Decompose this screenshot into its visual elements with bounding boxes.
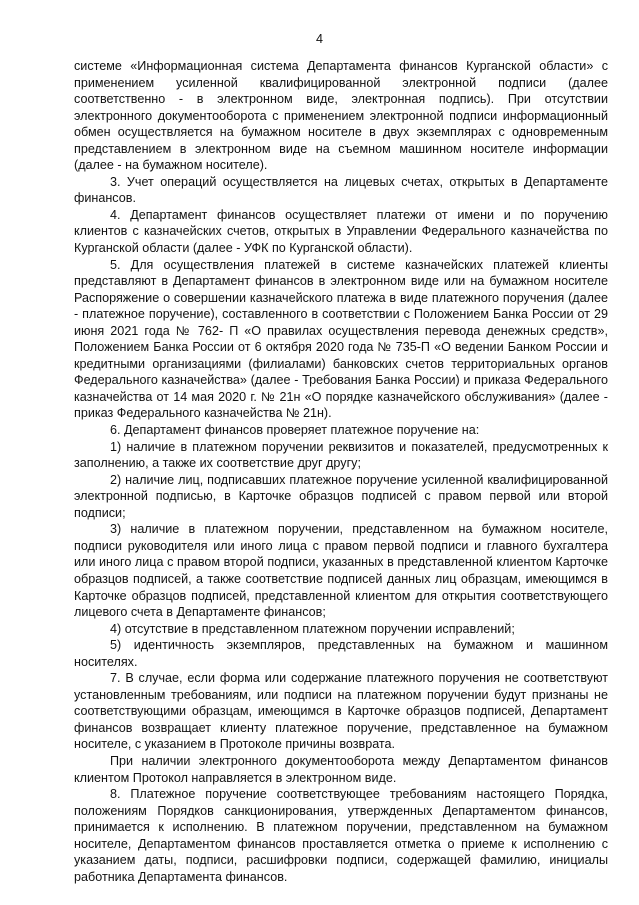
document-body xyxy=(74,58,608,885)
paragraph: 4) отсутствие в представленном платежном поручении исправлений; xyxy=(110,621,515,636)
page-number: 4 xyxy=(315,32,323,46)
paragraph: 8. Платежное поручение соответствующее требованиям настоящего Порядка, положениям Порядков санкционирования, утвержденных Департаментом финансов, принимается к исполнению. В платежном поручении, представленном на бумажном носителе, Департаментом финансов проставляется отметка о приеме к исполнению с указанием даты, подписи, расшифровки подписи, содержащей фамилию, инициалы работника Департамента финансов. xyxy=(74,787,608,884)
paragraph: 5) идентичность экземпляров, представленных на бумажном и машинном носителях. xyxy=(74,638,608,669)
paragraph: 3. Учет операций осуществляется на лицевых счетах, открытых в Департаменте финансов. xyxy=(74,174,608,206)
paragraph: При наличии электронного документооборота между Департаментом финансов клиентом Протокол направляется в электронном виде. xyxy=(74,753,608,785)
paragraph: 7. В случае, если форма или содержание платежного поручения не соответствуют установленным требованиям, или подписи на платежном поручении будут признаны не соответствующими образцам, имеющимся в Карточке образцов подписей, Департамент финансов возвращает клиенту платежное поручение, представленное на бумажном носителе, с указанием в Протоколе причины возврата. xyxy=(74,671,608,752)
paragraph: 4. Департамент финансов осуществляет платежи от имени и по поручению клиентов с казначейских счетов, открытых в Управлении Федерального казначейства по Курганской области (далее - УФК по Курганской области). xyxy=(74,207,608,256)
paragraph: 2) наличие лиц, подписавших платежное поручение усиленной квалифицированной электронной подписью, в Карточке образцов подписей с правом первой или второй подписи; xyxy=(74,472,608,520)
paragraph: 3) наличие в платежном поручении, представленном на бумажном носителе, подписи руководителя или иного лица с правом первой подписи и главного бухгалтера или иного лица с правом второй подписи, указанных в представленной клиентом Карточке образцов подписей, а также соответствие подписей данных лиц образцам, имеющимся в Карточке образцов подписей, представленной клиентом для открытия соответствующего лицевого счета в Департаменте финансов; xyxy=(74,522,608,620)
paragraph: системе «Информационная система Департамента финансов Курганской области» с применением усиленной квалифицированной электронной подписи (далее соответственно - в электронном виде, электронная подпись). При отсутствии электронного документооборота с применением электронной подписи информационный обмен осуществляется на бумажном носителе в двух экземплярах с одновременным представлением в электронном виде на съемном машинном носителе информации (далее - на бумажном носителе). xyxy=(74,59,608,173)
paragraph: 6. Департамент финансов проверяет платежное поручение на: xyxy=(110,423,480,438)
paragraph: 1) наличие в платежном поручении реквизитов и показателей, предусмотренных к заполнению, а также их соответствие друг другу; xyxy=(74,439,608,471)
paragraph: 5. Для осуществления платежей в системе казначейских платежей клиенты представляют в Департамент финансов в электронном виде или на бумажном носителе Распоряжение о совершении казначейского платежа в виде платежного поручения (далее - платежное поручение), составленного в соответствии с Положением Банка России от 29 июня 2021 года № 762- П «О правилах осуществления перевода денежных средств», Положением Банка России от 6 октября 2020 года № 735-П «О ведении Банком России и кредитными организациями (филиалами) банковских счетов территориальных органов Федерального казначейства» (далее - Требования Банка России) и приказа Федерального казначейства от 14 мая 2020 г. № 21н «О порядке казначейского обслуживания» (далее - приказ Федерального казначейства № 21н). xyxy=(74,257,608,421)
